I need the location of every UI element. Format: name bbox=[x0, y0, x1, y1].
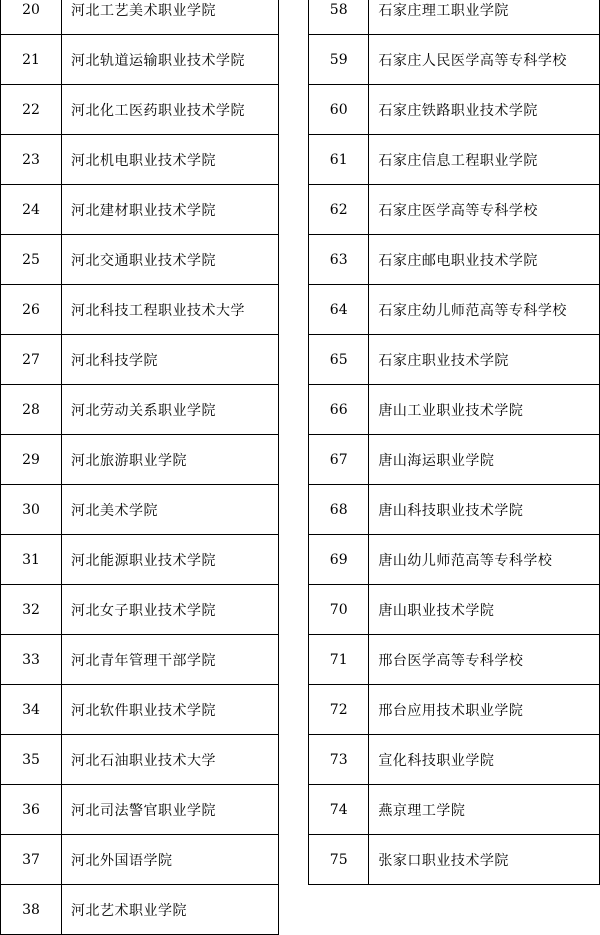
table-row bbox=[1, 85, 279, 135]
school-name: 石家庄医学高等专科学校 bbox=[369, 185, 600, 235]
row-number: 21 bbox=[1, 35, 62, 85]
table-row bbox=[309, 335, 600, 385]
school-name: 河北科技工程职业技术大学 bbox=[62, 285, 279, 335]
school-name: 石家庄人民医学高等专科学校 bbox=[369, 35, 600, 85]
table-row bbox=[1, 135, 279, 185]
row-number: 65 bbox=[309, 335, 369, 385]
table-row bbox=[309, 485, 600, 535]
row-number: 62 bbox=[309, 185, 369, 235]
row-number: 69 bbox=[309, 535, 369, 585]
row-number: 71 bbox=[309, 635, 369, 685]
school-name: 唐山科技职业技术学院 bbox=[369, 485, 600, 535]
table-row bbox=[309, 535, 600, 585]
table-row bbox=[1, 235, 279, 285]
table-row bbox=[309, 635, 600, 685]
table-row bbox=[309, 585, 600, 635]
school-name: 石家庄幼儿师范高等专科学校 bbox=[369, 285, 600, 335]
school-name: 河北建材职业技术学院 bbox=[62, 185, 279, 235]
table-row bbox=[1, 885, 279, 935]
row-number: 25 bbox=[1, 235, 62, 285]
school-name: 石家庄职业技术学院 bbox=[369, 335, 600, 385]
left-school-table bbox=[0, 0, 279, 935]
table-row bbox=[1, 735, 279, 785]
school-name: 唐山职业技术学院 bbox=[369, 585, 600, 635]
school-name: 石家庄理工职业学院 bbox=[369, 0, 600, 35]
table-row bbox=[1, 335, 279, 385]
school-name: 邢台医学高等专科学校 bbox=[369, 635, 600, 685]
table-row bbox=[1, 285, 279, 335]
table-row bbox=[309, 285, 600, 335]
table-row bbox=[309, 185, 600, 235]
right-school-table bbox=[308, 0, 600, 885]
row-number: 33 bbox=[1, 635, 62, 685]
school-name: 唐山海运职业学院 bbox=[369, 435, 600, 485]
school-name: 石家庄铁路职业技术学院 bbox=[369, 85, 600, 135]
table-row bbox=[1, 185, 279, 235]
table-row bbox=[1, 685, 279, 735]
table-row bbox=[1, 585, 279, 635]
row-number: 20 bbox=[1, 0, 62, 35]
table-row bbox=[1, 785, 279, 835]
row-number: 23 bbox=[1, 135, 62, 185]
table-row bbox=[309, 0, 600, 35]
table-row bbox=[1, 635, 279, 685]
table-row bbox=[1, 835, 279, 885]
table-row bbox=[1, 385, 279, 435]
school-name: 石家庄信息工程职业学院 bbox=[369, 135, 600, 185]
school-name: 河北工艺美术职业学院 bbox=[62, 0, 279, 35]
row-number: 35 bbox=[1, 735, 62, 785]
right-school-table-body bbox=[309, 0, 600, 885]
school-name: 河北司法警官职业学院 bbox=[62, 785, 279, 835]
row-number: 70 bbox=[309, 585, 369, 635]
table-row bbox=[1, 35, 279, 85]
table-row bbox=[1, 435, 279, 485]
school-name: 石家庄邮电职业技术学院 bbox=[369, 235, 600, 285]
school-name: 河北能源职业技术学院 bbox=[62, 535, 279, 585]
row-number: 73 bbox=[309, 735, 369, 785]
school-name: 河北轨道运输职业技术学院 bbox=[62, 35, 279, 85]
row-number: 38 bbox=[1, 885, 62, 935]
table-row bbox=[1, 535, 279, 585]
table-row bbox=[309, 785, 600, 835]
row-number: 66 bbox=[309, 385, 369, 435]
row-number: 59 bbox=[309, 35, 369, 85]
school-name: 河北石油职业技术大学 bbox=[62, 735, 279, 785]
school-name: 张家口职业技术学院 bbox=[369, 835, 600, 885]
table-row bbox=[1, 485, 279, 535]
row-number: 61 bbox=[309, 135, 369, 185]
row-number: 37 bbox=[1, 835, 62, 885]
row-number: 64 bbox=[309, 285, 369, 335]
table-row bbox=[309, 385, 600, 435]
table-row bbox=[309, 835, 600, 885]
school-name: 河北美术学院 bbox=[62, 485, 279, 535]
school-name: 河北旅游职业学院 bbox=[62, 435, 279, 485]
row-number: 63 bbox=[309, 235, 369, 285]
table-row bbox=[309, 735, 600, 785]
school-name: 唐山幼儿师范高等专科学校 bbox=[369, 535, 600, 585]
row-number: 32 bbox=[1, 585, 62, 635]
table-row bbox=[309, 35, 600, 85]
school-name: 唐山工业职业技术学院 bbox=[369, 385, 600, 435]
row-number: 30 bbox=[1, 485, 62, 535]
school-name: 河北化工医药职业技术学院 bbox=[62, 85, 279, 135]
row-number: 29 bbox=[1, 435, 62, 485]
school-name: 河北艺术职业学院 bbox=[62, 885, 279, 935]
school-name: 河北青年管理干部学院 bbox=[62, 635, 279, 685]
school-name: 邢台应用技术职业学院 bbox=[369, 685, 600, 735]
row-number: 28 bbox=[1, 385, 62, 435]
table-row bbox=[309, 435, 600, 485]
row-number: 31 bbox=[1, 535, 62, 585]
table-row bbox=[309, 85, 600, 135]
school-name: 燕京理工学院 bbox=[369, 785, 600, 835]
row-number: 60 bbox=[309, 85, 369, 135]
row-number: 68 bbox=[309, 485, 369, 535]
school-name: 河北科技学院 bbox=[62, 335, 279, 385]
school-name: 河北软件职业技术学院 bbox=[62, 685, 279, 735]
table-row bbox=[1, 0, 279, 35]
row-number: 24 bbox=[1, 185, 62, 235]
school-name: 河北交通职业技术学院 bbox=[62, 235, 279, 285]
row-number: 58 bbox=[309, 0, 369, 35]
row-number: 22 bbox=[1, 85, 62, 135]
table-row bbox=[309, 135, 600, 185]
row-number: 74 bbox=[309, 785, 369, 835]
row-number: 26 bbox=[1, 285, 62, 335]
row-number: 36 bbox=[1, 785, 62, 835]
school-name: 宣化科技职业学院 bbox=[369, 735, 600, 785]
row-number: 67 bbox=[309, 435, 369, 485]
left-school-table-body bbox=[1, 0, 279, 935]
school-name: 河北外国语学院 bbox=[62, 835, 279, 885]
table-row bbox=[309, 685, 600, 735]
school-name: 河北劳动关系职业学院 bbox=[62, 385, 279, 435]
row-number: 72 bbox=[309, 685, 369, 735]
row-number: 27 bbox=[1, 335, 62, 385]
school-name: 河北机电职业技术学院 bbox=[62, 135, 279, 185]
row-number: 75 bbox=[309, 835, 369, 885]
row-number: 34 bbox=[1, 685, 62, 735]
table-row bbox=[309, 235, 600, 285]
school-name: 河北女子职业技术学院 bbox=[62, 585, 279, 635]
